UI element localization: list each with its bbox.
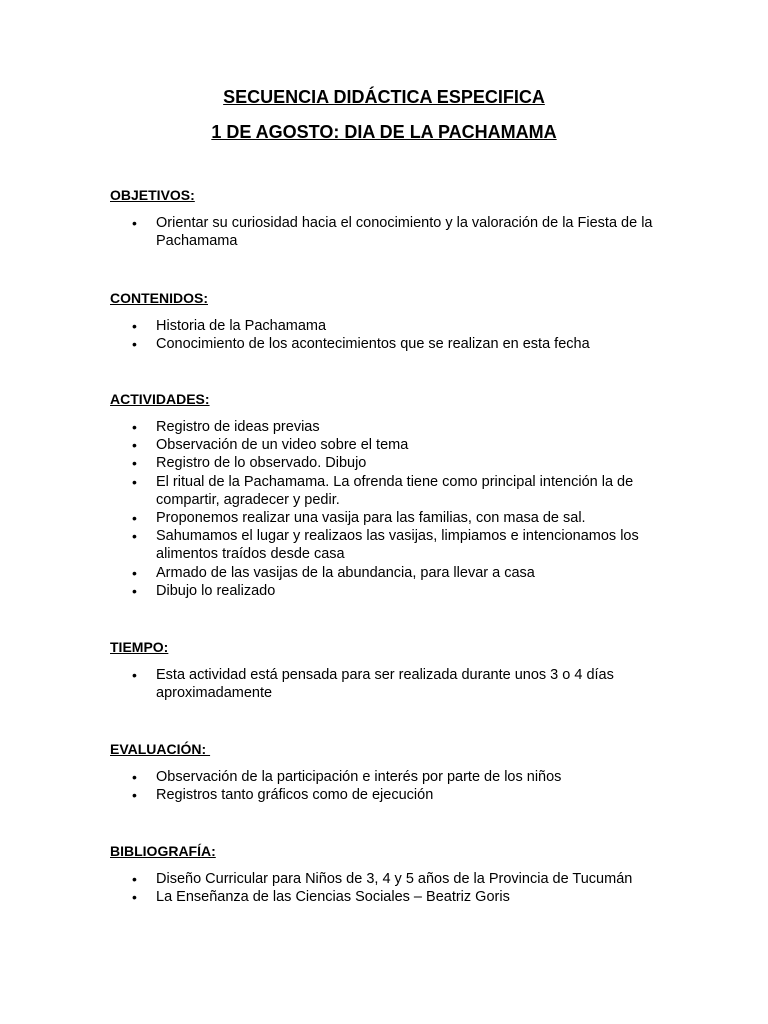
bullet-icon: • (132, 564, 137, 581)
section-heading: EVALUACIÓN: (110, 741, 211, 757)
list-item-text: Dibujo lo realizado (156, 582, 276, 599)
list-item-text: La Enseñanza de las Ciencias Sociales – Beatriz Goris (156, 889, 510, 906)
list-item (110, 527, 670, 563)
bullet-icon: • (132, 582, 137, 599)
list-item-text: Armado de las vasijas de la abundancia, para llevar a casa (156, 564, 535, 581)
list-item (110, 317, 670, 335)
bullet-list (110, 214, 670, 250)
section-heading: OBJETIVOS: (110, 187, 195, 203)
bullet-icon: • (132, 473, 137, 490)
section-actividades (110, 390, 670, 600)
list-item-text: Observación de un video sobre el tema (156, 437, 409, 454)
list-item (110, 888, 670, 906)
list-item (110, 214, 670, 250)
list-item (110, 564, 670, 582)
bullet-icon: • (132, 871, 137, 887)
bullet-icon: • (132, 455, 137, 472)
bullet-icon: • (132, 510, 137, 527)
list-item-text: El ritual de la Pachamama. La ofrenda tiene como principal intención la de compartir, agradecer y pedir. (156, 473, 634, 508)
bullet-list (110, 317, 670, 353)
section-evaluacion (110, 740, 670, 804)
bullet-icon: • (132, 215, 137, 231)
list-item (110, 582, 670, 600)
bullet-icon: • (132, 889, 137, 906)
list-item (110, 436, 670, 454)
list-item-text: Registro de lo observado. Dibujo (156, 455, 367, 472)
list-item-text: Registros tanto gráficos como de ejecución (156, 787, 434, 804)
section-tiempo (110, 638, 670, 702)
list-item-text: Registro de ideas previas (156, 419, 320, 435)
bullet-list (110, 418, 670, 600)
list-item (110, 666, 670, 702)
bullet-icon: • (132, 787, 137, 804)
list-item-text: Sahumamos el lugar y realizaos las vasijas, limpiamos e intencionamos los alimentos traídos desde casa (156, 528, 639, 563)
bullet-icon: • (132, 769, 137, 785)
bullet-icon: • (132, 419, 137, 435)
bullet-icon: • (132, 667, 137, 683)
list-item-text: Proponemos realizar una vasija para las familias, con masa de sal. (156, 510, 586, 527)
document-title: SECUENCIA DIDÁCTICA ESPECIFICA (223, 87, 545, 107)
list-item-text: Conocimiento de los acontecimientos que se realizan en esta fecha (156, 336, 590, 353)
list-item (110, 509, 670, 527)
bullet-list (110, 870, 670, 906)
section-heading: BIBLIOGRAFÍA: (110, 843, 216, 859)
list-item-text: Diseño Curricular para Niños de 3, 4 y 5 años de la Provincia de Tucumán (156, 871, 633, 887)
list-item-text: Orientar su curiosidad hacia el conocimiento y la valoración de la Fiesta de la Pachamama (156, 215, 653, 250)
list-item-text: Observación de la participación e interés por parte de los niños (156, 769, 562, 785)
list-item (110, 473, 670, 509)
section-objetivos (110, 186, 670, 250)
list-item-text: Esta actividad está pensada para ser realizada durante unos 3 o 4 días aproximadamente (156, 667, 614, 702)
bullet-icon: • (132, 318, 137, 334)
list-item (110, 335, 670, 353)
section-heading: ACTIVIDADES: (110, 391, 210, 407)
list-item (110, 454, 670, 472)
section-heading: CONTENIDOS: (110, 290, 208, 306)
bullet-icon: • (132, 336, 137, 353)
bullet-icon: • (132, 528, 137, 545)
document-subtitle: 1 DE AGOSTO: DIA DE LA PACHAMAMA (211, 122, 557, 142)
list-item (110, 418, 670, 436)
section-bibliografia (110, 842, 670, 906)
bullet-list (110, 768, 670, 804)
section-contenidos (110, 289, 670, 353)
list-item (110, 870, 670, 888)
list-item-text: Historia de la Pachamama (156, 318, 327, 334)
section-heading: TIEMPO: (110, 639, 169, 655)
list-item (110, 768, 670, 786)
bullet-list (110, 666, 670, 702)
bullet-icon: • (132, 437, 137, 454)
list-item (110, 786, 670, 804)
